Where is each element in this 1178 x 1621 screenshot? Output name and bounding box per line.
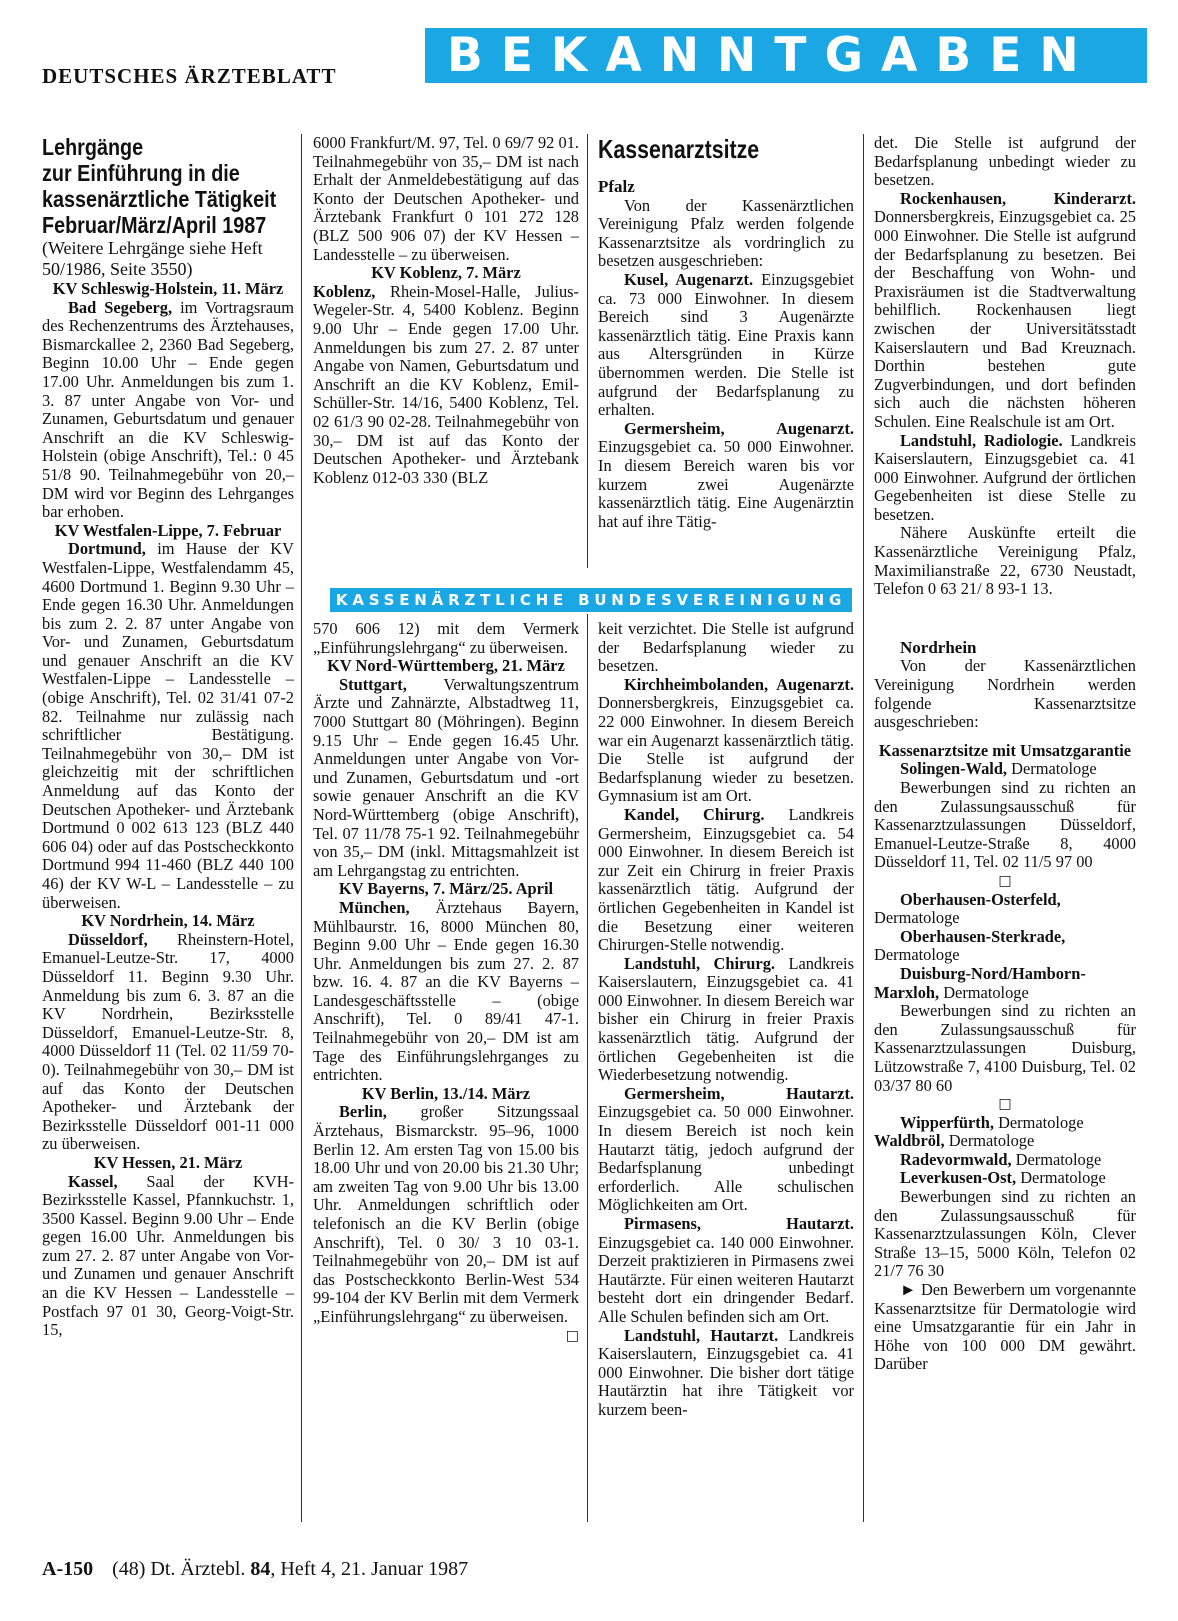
vacancy-text: Pirmasens, Hautarzt. Einzugsgebiet ca. 140 000 Einwohner. Derzeit praktizieren in Pirmasens zwei Hautärzte. Für einen weiteren Hautarzt besteht dort ein dringender Bedarf. Alle Schulen befinden sich am Ort. (598, 1214, 854, 1326)
column-2-top (313, 134, 579, 487)
course-heading: KV Berlin, 13./14. März (361, 1083, 531, 1103)
course-text: Dortmund, im Hause der KV Westfalen-Lippe, Westfalendamm 45, 4600 Dortmund 1. Beginn 9.30 Uhr – Ende gegen 16.30 Uhr. Anmeldungen bis zum 2. 2. 87 unter Angabe von Vor- und Zunamen, Geburtsdatum und genauer Anschrift an die KV Westfalen-Lippe – Landesstelle – (obige Anschrift), Tel. 02 31/41 07-2 82. Teilnahme nur zulässig nach schriftlicher Bestätigung. Teilnahmegebühr von 30,– DM ist gleichzeitig mit der schriftlichen Anmeldung auf das Konto der Deutschen Apotheker- und Ärztebank Dortmund 0 002 613 123 (BLZ 440 606 04) oder auf das Postscheckkonto Dortmund 994 11-460 (BLZ 440 100 46) der KV W-L – Landesstelle – zu überweisen. (42, 539, 294, 912)
column-4 (874, 134, 1136, 1374)
column-rule-2 (587, 134, 588, 568)
course-heading: KV Schleswig-Holstein, 11. März (52, 279, 284, 298)
application-text: Bewerbungen sind zu richten an den Zulassungsausschuß für Kassenarztzulassungen Duisburg, Lützowstraße 7, 4100 Duisburg, Tel. 02 03/37 80 60 (874, 1001, 1136, 1095)
column-1 (42, 134, 294, 1340)
vacancy-text: Radevormwald, Dermatologe (900, 1149, 1102, 1169)
course-text: Düsseldorf, Rheinstern-Hotel, Emanuel-Leutze-Str. 17, 4000 Düsseldorf 11. Beginn 9.30 Uhr. Anmeldung bis zum 6. 3. 87 an die KV Nordrhein, Bezirksstelle Düsseldorf, Emanuel-Leutze-Str. 8, 4000 Düsseldorf 11 (Tel. 02 11/59 70-0). Teilnahmegebühr von 30,– DM ist auf das Konto der Deutschen Apotheker- und Ärztebank der Bezirksstelle Düsseldorf 001-11 000 zu überweisen. (42, 929, 294, 1154)
article-title: Lehrgänge zur Einführung in die kassenärztliche Tätigkeit Februar/März/April 1987 (42, 134, 277, 238)
vacancy-text: Germersheim, Hautarzt. Einzugsgebiet ca. 50 000 Einwohner. In diesem Bereich ist noch kein Hautarzt tätig, jedoch aufgrund der Bedarfsplanung unbedingt erforderlich. Alle schulischen Möglichkeiten am Ort. (598, 1083, 854, 1215)
course-heading: KV Bayerns, 7. März/25. April (338, 879, 554, 899)
intro-text: Von der Kassenärztlichen Vereinigung Nordrhein werden folgende Kassenarztsitze ausgeschrieben: (874, 656, 1136, 732)
separator-mark: □ (998, 1096, 1012, 1113)
course-heading: KV Westfalen-Lippe, 7. Februar (54, 520, 282, 540)
region-heading: Nordrhein (900, 637, 977, 657)
section-title: Kassenarztsitze (598, 134, 760, 164)
separator-mark: □ (998, 872, 1012, 889)
application-text: Bewerbungen sind zu richten an den Zulassungsausschuß für Kassenarztzulassungen Düsseldorf, Emanuel-Leutze-Straße 8, 4000 Düsseldorf 11, Tel. 02 11/5 97 00 (874, 778, 1136, 872)
vacancy-text: Kusel, Augenarzt. Einzugsgebiet ca. 73 000 Einwohner. In diesem Bereich sind 3 Augenärzte kassenärztlich tätig. Eine Praxis kann aus Altersgründen in Kürze übernommen werden. Die Stelle ist aufgrund der Bedarfsplanung zu erhalten. (598, 269, 854, 420)
section-banner: BEKANNTGABEN (425, 28, 1147, 83)
course-text: Kassel, Saal der KVH-Bezirksstelle Kassel, Pfannkuchstr. 1, 3500 Kassel. Beginn 9.00 Uhr – Ende gegen 16.00 Uhr. Anmeldungen bis zum 27. 2. 87 unter Angabe von Vor- und Zunamen und genauer Anschrift an die KV Hessen – Landesstelle – Postfach 97 01 30, Georg-Voigt-Str. 15, (42, 1171, 294, 1340)
course-heading: KV Hessen, 21. März (93, 1152, 243, 1172)
course-text: Koblenz, Rhein-Mosel-Halle, Julius-Wegeler-Str. 4, 5400 Koblenz. Beginn 9.00 Uhr – Ende gegen 17.00 Uhr. Anmeldungen bis zum 27. 2. 87 unter Angabe von Namen, Geburtsdatum und Anschrift an die KV Koblenz, Emil-Schüller-Str. 14/16, 5400 Koblenz, Tel. 02 61/3 90 02-28. Teilnahmegebühr von 30,– DM ist auf das Konto der Deutschen Apotheker- und Ärztebank Koblenz 012-03 330 (BLZ (313, 281, 579, 487)
page-number: A-150 (42, 1558, 94, 1580)
intro-text: Von der Kassenärztlichen Vereinigung Pfalz werden folgende Kassenarztsitze als vordringlich zu besetzen ausgeschrieben: (598, 195, 854, 271)
vacancy-text: Solingen-Wald, Dermatologe (900, 759, 1097, 779)
course-text: Berlin, großer Sitzungssaal Ärztehaus, Bismarckstr. 95–96, 1000 Berlin 12. Am ersten Tag von 15.00 bis 18.00 Uhr und von 20.00 bis 21.30 Uhr; am zweiten Tag von 9.00 Uhr bis 13.00 Uhr. Anmeldungen schriftlich oder telefonisch an die KV Berlin (obige Anschrift), Tel. 0 30/ 3 10 03-1. Teilnahmegebühr von 20,– DM ist auf das Postscheckkonto Berlin-West 534 99-104 der KV Berlin mit dem Vermerk „Einführungslehrgang“ zu überweisen. □ (313, 1102, 579, 1344)
course-text: München, Ärztehaus Bayern, Mühlbaurstr. 16, 8000 München 80, Beginn 9.00 Uhr – Ende gegen 16.30 Uhr. Anmeldungen bis zum 27. 2. 87 bzw. 16. 4. 87 an die KV Bayerns – Landesgeschäftsstelle – (obige Anschrift), Tel. 0 89/41 47-1. Teilnahmegebühr von 20,– DM ist am Tage des Einführungslehrganges zu entrichten. (313, 897, 579, 1085)
guarantee-text: ► Den Bewerbern um vorgenannte Kassenarztsitze für Dermatologie wird eine Umsatzgarantie für ein Jahr in Höhe von 100 000 DM gewährt. Darüber (874, 1280, 1136, 1374)
info-text: Nähere Auskünfte erteilt die Kassenärztliche Vereinigung Pfalz, Maximilianstraße 22, 6730 Neustadt, Telefon 0 63 21/ 8 93-1 13. (874, 523, 1136, 599)
article-subtitle: (Weitere Lehrgänge siehe Heft 50/1986, Seite 3550) (42, 238, 263, 279)
column-2-bottom (313, 620, 579, 1345)
subsection-heading: Kassenarztsitze mit Umsatzgarantie (878, 740, 1132, 760)
masthead: DEUTSCHES ÄRZTEBLATT (42, 64, 337, 88)
vacancy-text: Rockenhausen, Kinderarzt. Donnersbergkreis, Einzugsgebiet ca. 25 000 Einwohner. Die Stelle ist aufgrund der Bedarfsplanung zu besetzen. Bei der Beschaffung von Wohn- und Praxisräumen ist die Stadtverwaltung behilflich. Rockenhausen liegt zwischen der Universitätsstadt Kaiserslautern und Bad Kreuznach. Dorthin bestehen gute Zugverbindungen, und dort befinden sich auch die nächsten höheren Schulen. Eine Realschule ist am Ort. (874, 188, 1136, 431)
kbv-banner: KASSENÄRZTLICHE BUNDESVEREINIGUNG (330, 588, 852, 612)
course-text: 570 606 12) mit dem Vermerk „Einführungslehrgang“ zu überweisen. (313, 619, 579, 657)
footer-citation: (48) Dt. Ärztebl. (112, 1558, 246, 1580)
column-3-top (598, 134, 854, 531)
vacancy-text: det. Die Stelle ist aufgrund der Bedarfsplanung unbedingt wieder zu besetzen. (874, 133, 1136, 190)
course-text: Stuttgart, Verwaltungszentrum Ärzte und Zahnärzte, Albstadtweg 11, 7000 Stuttgart 80 (Möhringen). Beginn 9.15 Uhr – Ende gegen 16.45 Uhr. Anmeldungen unter Angabe von Vor- und Zunamen, Geburtsdatum und -ort sowie genauer Anschrift an die KV Nord-Württemberg (obige Anschrift), Tel. 07 11/78 75-1 92. Teilnahmegebühr von 35,– DM (inkl. Mittagsmahlzeit ist am Lehrgangstag zu entrichten. (313, 674, 579, 880)
vacancy-text: Duisburg-Nord/Hamborn-Marxloh, Dermatologe (874, 963, 1086, 1002)
vacancy-text: Wipperfürth, Dermatologe (900, 1112, 1084, 1132)
vacancy-text: Oberhausen-Sterkrade, Dermatologe (874, 926, 1066, 965)
end-mark: □ (565, 1327, 579, 1344)
vacancy-text: Germersheim, Augenarzt. Einzugsgebiet ca. 50 000 Einwohner. In diesem Bereich waren bis vor kurzem zwei Augenärzte kassenärztlich tätig. Eine Augenärztin hat auf ihre Tätig- (598, 418, 854, 531)
vacancy-text: keit verzichtet. Die Stelle ist aufgrund der Bedarfsplanung wieder zu besetzen. (598, 619, 854, 676)
column-rule-2b (587, 614, 588, 1522)
column-rule-3 (863, 134, 864, 1522)
vacancy-text: Oberhausen-Osterfeld, Dermatologe (874, 889, 1061, 928)
vacancy-text: Leverkusen-Ost, Dermatologe (900, 1168, 1106, 1188)
vacancy-text: Landstuhl, Chirurg. Landkreis Kaiserslautern, Einzugsgebiet ca. 41 000 Einwohner. In diesem Bereich war bisher ein Chirurg in freier Praxis kassenärztlich tätig. Aufgrund der örtlichen Gegebenheiten ist die Wiederbesetzung notwendig. (598, 953, 854, 1085)
page-footer (42, 1558, 468, 1581)
application-text: Bewerbungen sind zu richten an den Zulassungsausschuß für Kassenarztzulassungen Köln, Clever Straße 13–15, 5000 Köln, Telefon 02 21/7 76 30 (874, 1187, 1136, 1281)
course-heading: KV Koblenz, 7. März (371, 263, 521, 283)
course-heading: KV Nordrhein, 14. März (81, 911, 255, 931)
vacancy-text: Landstuhl, Radiologie. Landkreis Kaiserslautern, Einzugsgebiet ca. 41 000 Einwohner. Aufgrund der örtlichen Gegebenheiten ist diese Stelle zu besetzen. (874, 430, 1136, 524)
course-text: 6000 Frankfurt/M. 97, Tel. 0 69/7 92 01. Teilnahmegebühr von 35,– DM ist nach Erhalt der Anmeldebestätigung auf das Konto der Deutschen Apotheker- und Ärztebank Frankfurt 0 101 272 128 (BLZ 500 906 07) der KV Hessen – Landesstelle – zu überweisen. (313, 133, 579, 264)
footer-volume: 84 (250, 1558, 271, 1580)
column-rule-1 (301, 134, 302, 1522)
column-3-bottom (598, 620, 854, 1420)
course-text: Bad Segeberg, im Vortragsraum des Rechenzentrums des Ärztehauses, Bismarckallee 2, 2360 Bad Segeberg, Beginn 10.00 Uhr – Ende gegen 17.00 Uhr. Anmeldungen bis zum 1. 3. 87 unter Angabe von Vor- und Zunamen, Geburtsdatum und genauer Anschrift an die KV Schleswig-Holstein (obige Anschrift), Tel.: 0 45 51/8 90. Teilnahmegebühr von 20,– DM wird vor Beginn des Lehrganges bar erhoben. (42, 297, 294, 522)
region-heading: Pfalz (598, 177, 635, 196)
vacancy-text: Landstuhl, Hautarzt. Landkreis Kaiserslautern, Einzugsgebiet ca. 41 000 Einwohner. Die bisher dort tätige Hautärztin hat ihre Tätigkeit vor kurzem been- (598, 1325, 854, 1419)
vacancy-text: Waldbröl, Dermatologe (874, 1131, 1035, 1151)
vacancy-text: Kandel, Chirurg. Landkreis Germersheim, Einzugsgebiet ca. 54 000 Einwohner. In diesem Bereich ist zur Zeit ein Chirurg in freier Praxis kassenärztlich tätig. Aufgrund der örtlichen Gegebenheiten in Kandel ist die Besetzung einer weiteren Chirurgen-Stelle notwendig. (598, 804, 854, 955)
footer-issue: , Heft 4, 21. Januar 1987 (270, 1558, 469, 1580)
vacancy-text: Kirchheimbolanden, Augenarzt. Donnersbergkreis, Einzugsgebiet ca. 22 000 Einwohner. In diesem Bereich war ein Augenarzt kassenärztlich tätig. Die Stelle ist aufgrund der Bedarfsplanung wieder zu besetzen. Gymnasium ist am Ort. (598, 674, 854, 806)
course-heading: KV Nord-Württemberg, 21. März (327, 656, 565, 676)
